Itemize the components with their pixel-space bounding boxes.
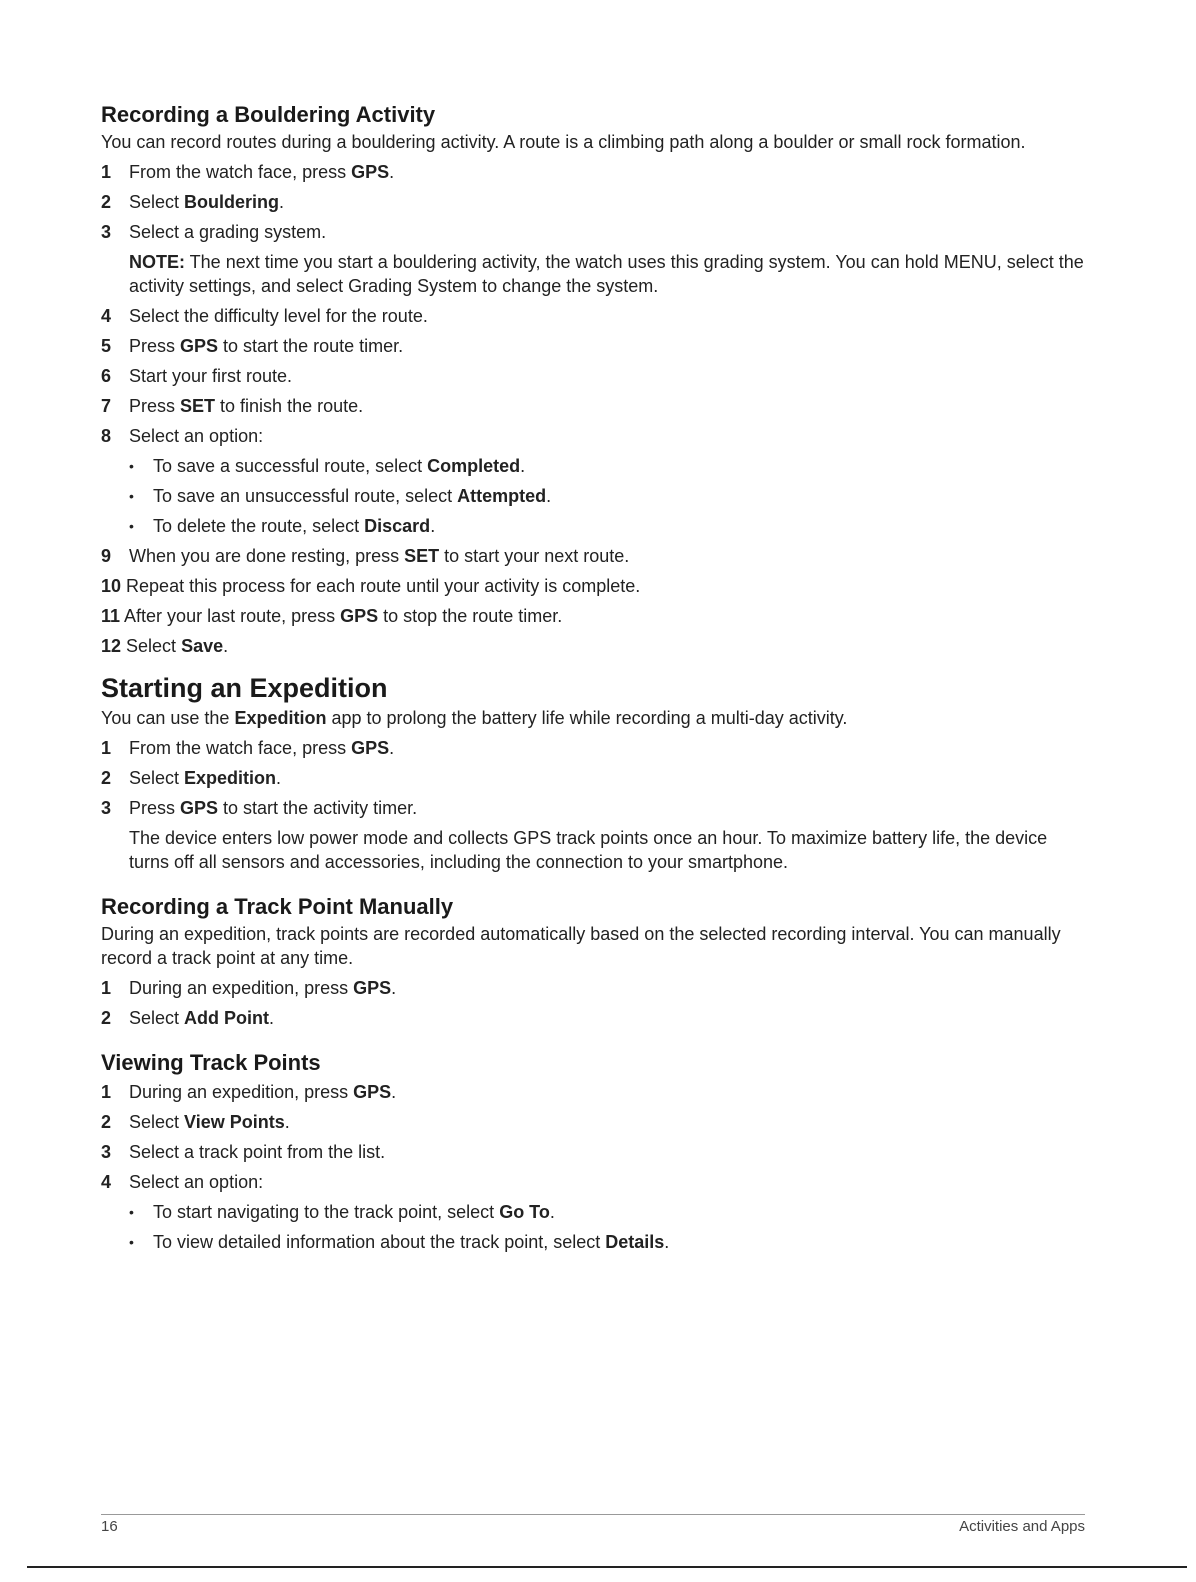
step-number: 6	[101, 366, 112, 386]
page-content	[101, 100, 1085, 1254]
step-number: 2	[101, 1112, 112, 1132]
step-number: 1	[101, 738, 112, 758]
viewing-option-details: • To view detailed information about the track point, select Details.	[129, 1232, 670, 1252]
section-heading-expedition: Starting an Expedition	[101, 673, 388, 703]
section-heading-trackpoint: Recording a Track Point Manually	[101, 894, 454, 919]
expedition-intro: You can use the Expedition app to prolong the battery life while recording a multi-day activity.	[101, 708, 848, 728]
step-number: 8	[101, 426, 112, 446]
bullet-icon: •	[129, 458, 134, 474]
bouldering-step-7: 7 Press SET to finish the route.	[101, 396, 364, 416]
footer-section-title: Activities and Apps	[959, 1518, 1085, 1535]
bouldering-option-attempted: • To save an unsuccessful route, select Attempted.	[129, 486, 552, 506]
trackpoint-step-2: 2 Select Add Point.	[101, 1008, 275, 1028]
trackpoint-step-1: 1 During an expedition, press GPS.	[101, 978, 397, 998]
step-number: 9	[101, 546, 112, 566]
expedition-step-2: 2 Select Expedition.	[101, 768, 282, 788]
footer-page-number: 16	[101, 1518, 118, 1535]
viewing-step-1: 1 During an expedition, press GPS.	[101, 1082, 397, 1102]
bouldering-step-5: 5 Press GPS to start the route timer.	[101, 336, 404, 356]
step-number: 3	[101, 798, 112, 818]
footer-divider	[101, 1514, 1085, 1515]
step-number: 1	[101, 978, 112, 998]
bouldering-step-1: 1 From the watch face, press GPS.	[101, 162, 395, 182]
bouldering-step-8: 8 Select an option:	[101, 426, 264, 446]
bouldering-step-3: 3 Select a grading system.	[101, 222, 327, 242]
section-heading-viewing: Viewing Track Points	[101, 1050, 321, 1075]
step-number: 7	[101, 396, 112, 416]
expedition-step-1: 1 From the watch face, press GPS.	[101, 738, 395, 758]
step-number: 3	[101, 1142, 112, 1162]
bouldering-option-discard: • To delete the route, select Discard.	[129, 516, 436, 536]
expedition-step-3: 3 Press GPS to start the activity timer.	[101, 798, 418, 818]
expedition-note: The device enters low power mode and collects GPS track points once an hour. To maximize battery life, the device turns off all sensors and accessories, including the connection to your smartphone.	[129, 828, 1048, 872]
step-number: 1	[101, 1082, 112, 1102]
viewing-step-4: 4 Select an option:	[101, 1172, 264, 1192]
step-number: 10	[101, 576, 122, 596]
step-number: 3	[101, 222, 112, 242]
section-heading-bouldering: Recording a Bouldering Activity	[101, 102, 436, 127]
step-number: 12	[101, 636, 122, 656]
page-bottom-border	[27, 1566, 1187, 1568]
step-number: 2	[101, 192, 112, 212]
step-number: 4	[101, 306, 112, 326]
step-number: 1	[101, 162, 112, 182]
bouldering-step-10: 10 Repeat this process for each route until your activity is complete.	[101, 576, 641, 596]
step-number: 11	[101, 606, 121, 626]
bouldering-step-9: 9 When you are done resting, press SET to start your next route.	[101, 546, 630, 566]
bullet-icon: •	[129, 1204, 134, 1220]
bouldering-option-completed: • To save a successful route, select Completed.	[129, 456, 526, 476]
bullet-icon: •	[129, 518, 134, 534]
viewing-step-2: 2 Select View Points.	[101, 1112, 290, 1132]
bouldering-step-4: 4 Select the difficulty level for the route.	[101, 306, 428, 326]
step-number: 4	[101, 1172, 112, 1192]
bouldering-step-6: 6 Start your first route.	[101, 366, 293, 386]
bullet-icon: •	[129, 1234, 134, 1250]
bouldering-step-2: 2 Select Bouldering.	[101, 192, 285, 212]
bouldering-step-11: 11 After your last route, press GPS to stop the route timer.	[101, 606, 563, 626]
viewing-step-3: 3 Select a track point from the list.	[101, 1142, 386, 1162]
trackpoint-intro: During an expedition, track points are recorded automatically based on the selected recording interval. You can manually record a track point at any time.	[101, 924, 1061, 968]
step-number: 2	[101, 768, 112, 788]
bouldering-note: NOTE: The next time you start a bouldering activity, the watch uses this grading system. You can hold MENU, select the activity settings, and select Grading System to change the system.	[129, 252, 1084, 296]
bullet-icon: •	[129, 488, 134, 504]
bouldering-step-12: 12 Select Save.	[101, 636, 229, 656]
step-number: 5	[101, 336, 112, 356]
step-number: 2	[101, 1008, 112, 1028]
viewing-option-goto: • To start navigating to the track point, select Go To.	[129, 1202, 555, 1222]
bouldering-intro: You can record routes during a bouldering activity. A route is a climbing path along a boulder or small rock formation.	[101, 132, 1026, 152]
